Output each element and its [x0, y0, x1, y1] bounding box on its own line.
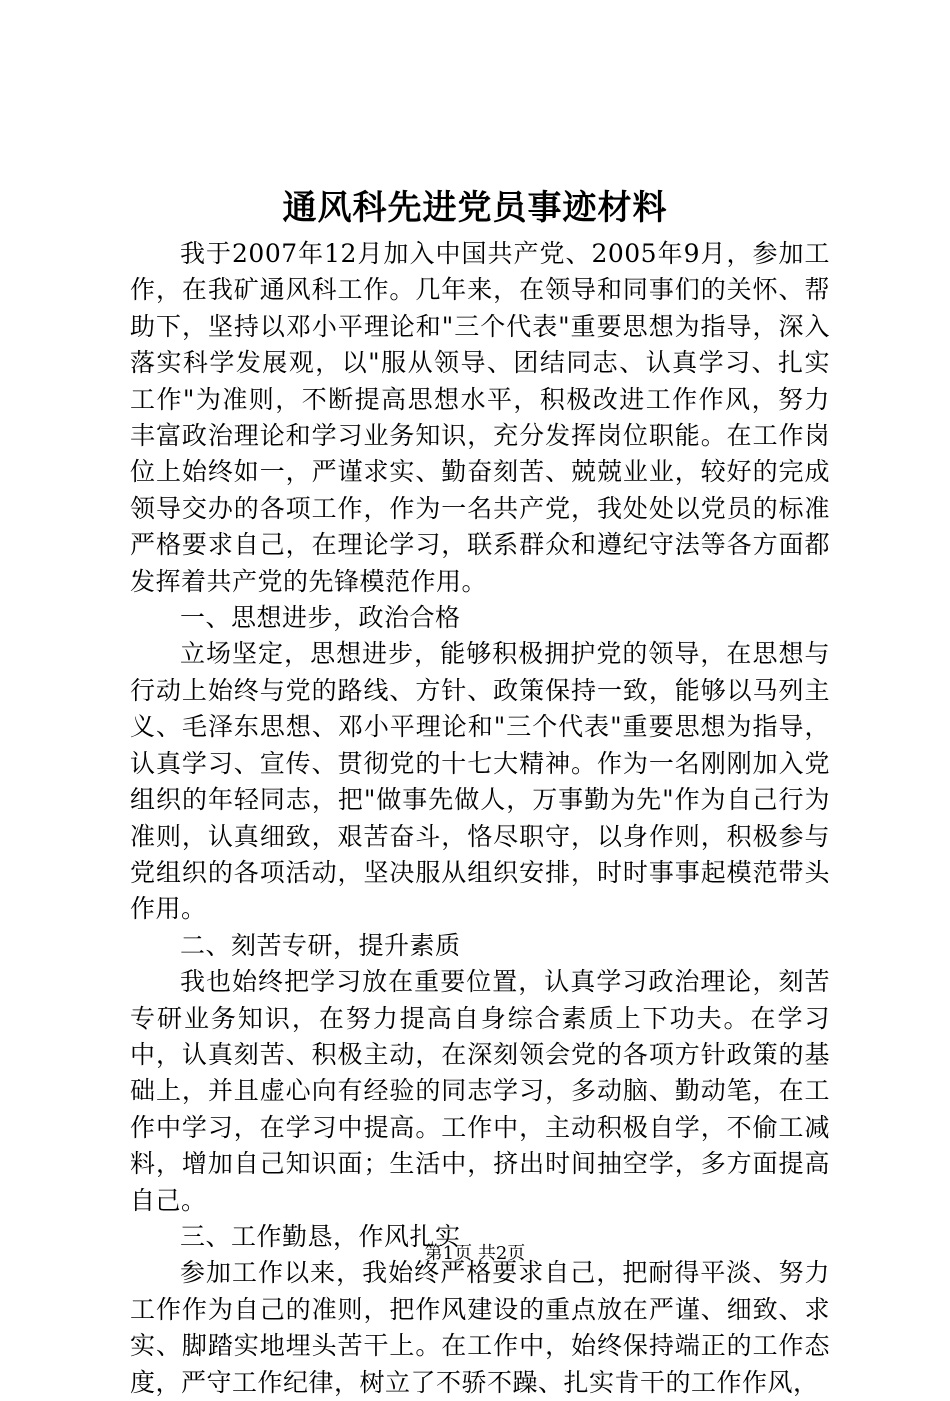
section-heading-2: 二、刻苦专研，提升素质	[180, 930, 461, 960]
document-body	[130, 236, 830, 1401]
document-title: 通风科先进党员事迹材料	[282, 188, 668, 228]
paragraph-section-1: 立场坚定，思想进步，能够积极拥护党的领导，在思想与行动上始终与党的路线、方针、政策保持一致，能够以马列主义、毛泽东思想、邓小平理论和"三个代表"重要思想为指导，认真学习、宣传、贯彻党的十七大精神。作为一名刚刚加入党组织的年轻同志，把"做事先做人，万事勤为先"作为自己行为准则，认真细致，艰苦奋斗，恪尽职守，以身作则，积极参与党组织的各项活动，坚决服从组织安排，时时事事起模范带头作用。	[130, 639, 830, 924]
section-heading-1: 一、思想进步，政治合格	[180, 603, 461, 633]
paragraph-section-3: 参加工作以来，我始终严格要求自己，把耐得平淡、努力工作作为自己的准则，把作风建设的重点放在严谨、细致、求实、脚踏实地埋头苦干上。在工作中，始终保持端正的工作态度，严守工作纪律，树立了不骄不躁、扎实肯干的工作作风，	[130, 1258, 830, 1397]
paragraph-intro: 我于2007年12月加入中国共产党、2005年9月，参加工作，在我矿通风科工作。几年来，在领导和同事们的关怀、帮助下，坚持以邓小平理论和"三个代表"重要思想为指导，深入落实科学发展观，以"服从领导、团结同志、认真学习、扎实工作"为准则，不断提高思想水平，积极改进工作作风，努力丰富政治理论和学习业务知识，充分发挥岗位职能。在工作岗位上始终如一，严谨求实、勤奋刻苦、兢兢业业，较好的完成领导交办的各项工作，作为一名共产党，我处处以党员的标准严格要求自己，在理论学习，联系群众和遵纪守法等各方面都发挥着共产党的先锋模范作用。	[130, 239, 830, 596]
section-heading-3: 三、工作勤恳，作风扎实	[180, 1221, 461, 1251]
page-footer: 第1页 共2页	[424, 1243, 526, 1264]
paragraph-section-2: 我也始终把学习放在重要位置，认真学习政治理论，刻苦专研业务知识，在努力提高自身综合素质上下功夫。在学习中，认真刻苦、积极主动，在深刻领会党的各项方针政策的基础上，并且虚心向有经验的同志学习，多动脑、勤动笔，在工作中学习，在学习中提高。工作中，主动积极自学，不偷工减料，增加自己知识面；生活中，挤出时间抽空学，多方面提高自己。	[130, 967, 830, 1215]
